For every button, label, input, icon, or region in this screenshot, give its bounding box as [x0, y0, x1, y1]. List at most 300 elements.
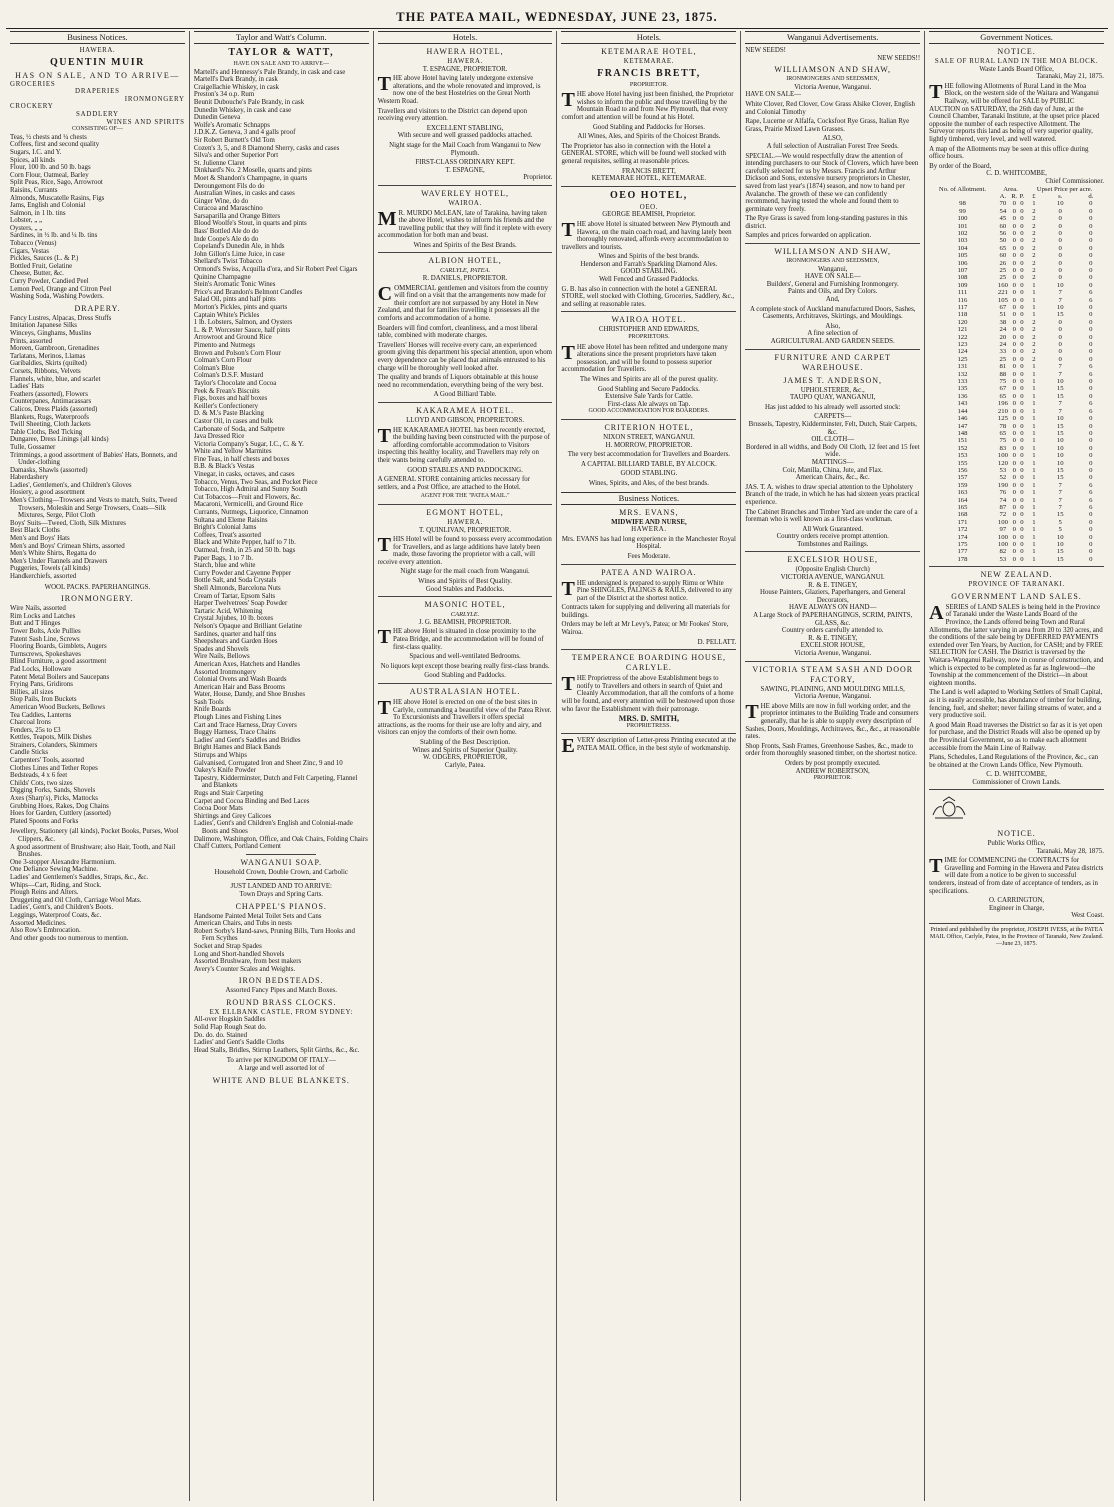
table-cell: 10: [1056, 533, 1064, 541]
list-item: Ladies', Gent's, and Children's Boots.: [10, 904, 114, 912]
list-item: Candle Sticks: [10, 749, 49, 757]
list-item: Also Row's Embrocation.: [10, 927, 81, 935]
list-item: Arrowroot and Ground Rice: [193, 334, 272, 342]
column-hotels-1: [374, 31, 558, 1501]
divider: [378, 504, 553, 505]
allotment-table: [929, 186, 1104, 564]
column-heading: Business Notices.: [10, 31, 185, 44]
ad-text: SPECIAL.—We would respectfully draw the attention of intending purchasers to our Stock of Clovers, which have been carefully selected for us by Messrs. Francis and Arthur Dickson and Sons, extensive nursery proprietors in Chester, saved from last year's (1874) season, and now to hand per Avalanche. The growth of these we can confidently recommend, having tested the whole and found them to germinate very freely.: [745, 152, 919, 213]
advertiser-address: Victoria Avenue, Wanganui.: [794, 83, 872, 91]
table-cell: 0: [1020, 341, 1024, 349]
arrive-text-2: A large and well assorted lot of: [238, 1065, 325, 1073]
advertiser-name: EXCELSIOR HOUSE,: [787, 555, 879, 565]
list-item: Oysters, „ „: [10, 224, 43, 232]
table-row: [929, 423, 1104, 430]
table-cell: 0: [1012, 200, 1016, 208]
table-cell: 0: [1020, 466, 1024, 474]
soap-text: Household Crown, Double Crown, and Carbolic: [214, 868, 348, 876]
advertiser-title: MIDWIFE AND NURSE,: [611, 518, 687, 526]
table-cell: 98: [959, 200, 966, 208]
hotel-text: Well Fenced and Grassed Paddocks.: [598, 276, 699, 284]
table-cell: 72: [999, 511, 1007, 519]
ad-text: Builders', General and Furnishing Ironmongery.: [766, 280, 899, 288]
list-item: Curry Powder and Cayenne Pepper: [193, 569, 292, 577]
divider: [378, 252, 553, 253]
table-cell: 75: [999, 437, 1007, 445]
list-item: Slop Pails, Iron Buckets: [10, 696, 77, 704]
hotel-proprietor: H. MORROW, PROPRIETOR.: [605, 441, 693, 449]
ad-text: Paints and Oils, and Dry Colors.: [788, 288, 878, 296]
table-row: [929, 215, 1104, 222]
hotel-text: Good Stables and Paddocks.: [425, 585, 505, 593]
list-item: Strainers, Colanders, Skimmers: [10, 741, 98, 749]
table-cell: 75: [999, 378, 1007, 386]
table-cell: 6: [1089, 407, 1093, 415]
hotel-body: THIS Hotel will be found to possess every accommodation for Travellers, and as large additions have lately been made, those favoring the proprietor with a call, will receive every attention.: [377, 534, 552, 566]
advertiser-name: WILLIAMSON AND SHAW,: [774, 65, 892, 75]
table-cell: 24: [999, 326, 1007, 334]
list-item: Prints, assorted: [10, 337, 53, 345]
list-item: Dinkhard's No. 2 Moselle, quarts and pints: [193, 167, 312, 175]
hotel-text: EXCELLENT STABLING,: [426, 124, 504, 132]
table-cell: 1: [1032, 511, 1036, 519]
category-item: GROCERIES: [10, 80, 56, 88]
table-cell: 0: [1089, 222, 1093, 230]
table-cell: 0: [1012, 363, 1016, 371]
list-item: Cheese, Butter, &c.: [10, 270, 64, 278]
hotel-body: MR. MURDO McLEAN, late of Tarakina, having taken the above Hotel, wishes to inform his friends and the travelling public that they will find it replete with every accommodation for both man and beast.: [377, 207, 552, 240]
list-item: Haberdashery: [10, 474, 49, 482]
divider: [745, 243, 920, 244]
ad-text: And,: [825, 296, 840, 304]
table-cell: 146: [957, 415, 968, 423]
list-item: Shellard's Twist Tobacco: [193, 258, 263, 266]
table-cell: 120: [997, 459, 1008, 467]
table-cell: 10: [1056, 437, 1064, 445]
notice-title: NOTICE.: [997, 829, 1036, 839]
table-cell: 60: [999, 252, 1007, 260]
divider: [929, 566, 1104, 567]
table-cell: 51: [999, 311, 1007, 319]
divider: [745, 349, 920, 350]
list-item: Pad Locks, Holloware: [10, 665, 72, 673]
table-cell: 102: [957, 229, 968, 237]
table-cell: 2: [1032, 326, 1036, 334]
table-cell: 0: [1012, 541, 1016, 548]
list-item: Lemon Peel, Orange and Citron Peel: [10, 285, 112, 293]
table-row: [929, 534, 1104, 541]
table-cell: 0: [1089, 244, 1093, 252]
list-item: Plough Lines and Fishing Lines: [193, 714, 282, 722]
table-cell: 0: [1012, 400, 1016, 408]
table-cell: 136: [957, 392, 968, 400]
table-cell: 0: [1058, 215, 1062, 223]
list-item: L. & P. Worcester Sauce, half pints: [193, 326, 291, 334]
list-item: Patent Metal Boilers and Saucepans: [10, 673, 110, 681]
hotel-text: Travellers and visitors to the District can depend upon receiving every attention.: [377, 107, 528, 123]
table-cell: 0: [1012, 533, 1016, 541]
table-cell: 0: [1020, 533, 1024, 541]
table-row: [929, 519, 1104, 526]
table-cell: 0: [1089, 474, 1093, 482]
ad-text: JAS. T. A. wishes to draw special attention to the Upholstery Branch of the trade, in which he has had sixteen years practical experience.: [745, 483, 920, 506]
list-item: Plough Reins and Alters.: [10, 889, 79, 897]
list-item: Pimento and Nutmegs: [193, 341, 256, 349]
table-cell: 160: [997, 281, 1008, 289]
list-item: Imitation Japanese Silks: [10, 322, 77, 330]
list-item: Jams, English and Colonial: [10, 202, 86, 210]
list-item: Billies, all sizes: [10, 688, 54, 696]
table-cell: 177: [957, 548, 968, 556]
divider: [561, 419, 736, 420]
table-cell: 0: [1089, 207, 1093, 215]
table-row: [929, 223, 1104, 230]
table-cell: 7: [1058, 370, 1062, 378]
table-row: [929, 548, 1104, 555]
list-item: Harper Twelvetrees' Soap Powder: [193, 600, 288, 608]
table-cell: 0: [1089, 452, 1093, 460]
table-cell: 1: [1032, 422, 1036, 430]
ad-body: THE Proprietress of the above Establishment begs to notify to Travellers and others in search of Quiet and Cleanly Accommodation, that all the comforts of a home will be found, and every attention will be bestowed upon those who favor the Establishment with their patronage.: [561, 673, 735, 713]
list-item: Sheepshears and Garden Hoes: [193, 638, 278, 646]
list-item: Bottled Fruit, Gelatine: [10, 262, 73, 270]
hotel-text: Travellers' Horses will receive every care, an experienced groom giving this department his special attention, upon whom every dependence can be placed that animals entrusted to his charge will be thoroughly well looked after.: [377, 341, 553, 372]
hotel-name: WAIROA HOTEL.: [611, 315, 687, 325]
table-cell: 1: [1032, 289, 1036, 297]
notice-date: Taranaki, May 21, 1875.: [1036, 73, 1104, 81]
hotel-text: With secure and well grassed paddocks attached.: [397, 132, 533, 140]
table-cell: 0: [1089, 215, 1093, 223]
hotel-text: A CAPITAL BILLIARD TABLE, BY ALCOCK.: [580, 460, 717, 468]
table-cell: 7: [1058, 503, 1062, 511]
table-unit-cell: A.: [999, 192, 1007, 200]
table-cell: 0: [1020, 415, 1024, 423]
ad-heading: FURNITURE AND CARPET WAREHOUSE.: [774, 352, 891, 372]
table-cell: 1: [1032, 437, 1036, 445]
hotel-place: CARLYLE, PATEA.: [439, 267, 491, 275]
blankets-heading: WHITE AND BLUE BLANKETS.: [212, 1075, 350, 1085]
list-item: Kettles, Teapots, Milk Dishes: [10, 734, 92, 742]
ad-body: THE above Mills are now in full working order, and the proprietor intimates to the Building Trade and consumers generally, that he is able to supply every description of Sashes, Doors, Mouldings, Architraves, &c., &c., at reasonable rates.: [745, 700, 920, 741]
notice-text: By order of the Board,: [929, 162, 992, 170]
table-header-cell: Upset Price per acre.: [1036, 185, 1093, 193]
table-cell: 106: [957, 259, 968, 267]
landed-heading: JUST LANDED AND TO ARRIVE:: [230, 883, 332, 891]
table-cell: 0: [1012, 407, 1016, 415]
hotel-text: No liquors kept except those bearing really first-class brands.: [380, 662, 550, 670]
table-cell: 0: [1020, 429, 1024, 437]
table-cell: 1: [1032, 378, 1036, 386]
table-cell: 2: [1032, 274, 1036, 282]
list-item: Assorted Brushware, from best makers: [193, 958, 302, 966]
table-row: [929, 482, 1104, 489]
hotel-signature: T. ESPAGNE,: [445, 166, 485, 174]
list-item: Martell's and Hennessy's Pale Brandy, in cask and case: [193, 68, 346, 76]
table-cell: 1: [1032, 363, 1036, 371]
hotel-place: CARLYLE.: [450, 611, 480, 619]
category-item: SADDLERY: [76, 110, 119, 118]
table-cell: 10: [1056, 378, 1064, 386]
table-cell: 1: [1032, 311, 1036, 319]
list-item: Childs' Cots, two sizes: [10, 779, 73, 787]
ad-signature: ANDREW ROBERTSON,: [795, 767, 870, 775]
list-item: Oakey's Knife Powder: [193, 767, 256, 775]
table-cell: 0: [1020, 348, 1024, 356]
table-cell: 0: [1020, 541, 1024, 548]
list-item: Tobacco (Venus): [10, 240, 57, 248]
table-cell: 1: [1032, 304, 1036, 311]
list-item: Feathers (assorted), Flowers: [10, 390, 88, 398]
table-row: [929, 356, 1104, 363]
list-item: 1 lb. Lobsters, Salmon, and Oysters: [193, 319, 293, 327]
hotel-signature: KETEMARAE HOTEL, KETEMARAE.: [591, 175, 707, 183]
table-cell: 0: [1012, 289, 1016, 297]
table-cell: 1: [1032, 466, 1036, 474]
hotel-text: Henderson and Farrah's Sparkling Diamond Ales.: [580, 260, 718, 268]
ad-intro: HAVE ON SALE AND TO ARRIVE—: [233, 61, 329, 67]
table-row: [929, 415, 1104, 422]
table-cell: 0: [1089, 318, 1093, 326]
advertiser-name: MRS. EVANS,: [619, 507, 679, 517]
table-cell: 0: [1089, 259, 1093, 267]
list-item: Almonds, Muscatelle Rasins, Figs: [10, 194, 105, 202]
hotel-proprietor: R. DANIELS, PROPRIETOR.: [422, 275, 508, 283]
ad-text: Also,: [825, 322, 841, 330]
table-cell: 0: [1020, 207, 1024, 215]
list-item: J.D.K.Z. Geneva, 3 and 4 galls proof: [193, 129, 296, 137]
table-cell: 107: [957, 266, 968, 274]
table-cell: 100: [997, 452, 1008, 460]
hotel-name: KAKARAMEA HOTEL.: [416, 405, 514, 415]
table-header-cell: No. of Allotment.: [938, 185, 987, 193]
ad-text: A fine selection of: [807, 330, 859, 338]
soap-heading: WANGANUI SOAP.: [240, 857, 323, 867]
table-cell: 7: [1058, 496, 1062, 504]
divider: [745, 661, 920, 662]
advertiser-name: QUENTIN MUIR: [49, 56, 145, 68]
list-item: Table Cloths, Bed Ticking: [10, 428, 83, 436]
table-cell: 0: [1012, 266, 1016, 274]
list-item: Captain White's Pickles: [193, 311, 260, 319]
hotel-text: Spacious and well-ventilated Bedrooms.: [409, 653, 521, 661]
hotel-name: ALBION HOTEL,: [428, 256, 502, 266]
hotel-name: WAVERLEY HOTEL,: [421, 188, 510, 198]
list-item: Galvanised, Corrugated Iron and Sheet Zinc, 9 and 10: [193, 759, 343, 767]
table-cell: 1: [1032, 481, 1036, 489]
table-cell: 15: [1056, 422, 1064, 430]
divider: [246, 854, 316, 855]
table-cell: 0: [1020, 289, 1024, 297]
ad-subheading: SAWING, PLAINING, AND MOULDING MILLS,: [760, 685, 905, 693]
ad-text: HAVE ALWAYS ON HAND—: [789, 604, 877, 612]
table-cell: 15: [1056, 392, 1064, 400]
table-row: [929, 267, 1104, 274]
table-cell: 38: [999, 318, 1007, 326]
table-cell: 0: [1012, 311, 1016, 319]
column-heading: Government Notices.: [929, 31, 1104, 44]
ad-text: All Work Guaranteed.: [802, 525, 864, 533]
ad-text: The Cabinet Branches and Timber Yard are under the care of a foreman who is well known as a first-class workman.: [745, 508, 918, 524]
table-cell: 0: [1012, 452, 1016, 460]
table-cell: 67: [999, 304, 1007, 311]
list-item: Butt and T Hinges: [10, 620, 61, 628]
list-item: Bright's Colonial Jams: [193, 524, 257, 532]
table-cell: 88: [999, 370, 1007, 378]
list-item: Clothes Lines and Tether Ropes: [10, 764, 98, 772]
list-item: Stirrups and Whips: [193, 752, 247, 760]
table-cell: 0: [1089, 526, 1093, 534]
table-cell: 118: [957, 311, 968, 319]
table-cell: 6: [1089, 481, 1093, 489]
table-cell: 10: [1056, 541, 1064, 548]
table-cell: 168: [957, 511, 968, 519]
table-cell: 0: [1012, 244, 1016, 252]
ad-body: THE undersigned is prepared to supply Rimu or White Pine SHINGLES, PALINGS & RAILS, delivered to any part of the District at the shortest notice.: [561, 577, 733, 602]
table-cell: 0: [1020, 385, 1024, 393]
table-unit-cell: [929, 193, 996, 200]
list-item: John Gillon's Lime Juice, in case: [193, 250, 285, 258]
table-row: [929, 526, 1104, 533]
hotel-text: FIRST-CLASS ORDINARY KEPT.: [415, 159, 515, 167]
table-cell: 0: [1058, 222, 1062, 230]
table-cell: 1: [1032, 281, 1036, 289]
table-cell: 143: [957, 400, 968, 408]
list-item: Puggeries, Towels (all kinds): [10, 565, 91, 573]
table-cell: 2: [1032, 266, 1036, 274]
ad-signature: PROPRIETOR.: [813, 775, 852, 782]
list-item: Peek & Frean's Biscuits: [193, 387, 260, 395]
advertiser-proprietor: R. & E. TINGEY,: [808, 581, 858, 589]
table-cell: 0: [1020, 518, 1024, 526]
list-item: American Hair and Bass Brooms: [193, 683, 285, 691]
table-cell: 0: [1012, 274, 1016, 282]
table-cell: 0: [1012, 481, 1016, 489]
list-item: Damasks, Shawls (assorted): [10, 466, 88, 474]
table-cell: 0: [1020, 215, 1024, 223]
table-row: [929, 452, 1104, 459]
table-cell: 0: [1012, 474, 1016, 482]
table-cell: 0: [1089, 304, 1093, 311]
table-cell: 103: [957, 237, 968, 245]
table-cell: 1: [1032, 548, 1036, 556]
table-cell: 0: [1012, 437, 1016, 445]
table-cell: 45: [999, 215, 1007, 223]
table-cell: 104: [957, 244, 968, 252]
table-cell: 70: [999, 200, 1007, 208]
table-cell: 0: [1089, 429, 1093, 437]
table-cell: 0: [1058, 348, 1062, 356]
table-row: [929, 400, 1104, 407]
ad-text: A complete stock of Auckland manufactured Doors, Sashes, Casements, Architraves, Skirtings, and Mouldings.: [749, 305, 916, 321]
table-cell: 0: [1020, 474, 1024, 482]
ad-text: American Chairs, &c., &c.: [795, 474, 870, 482]
table-cell: 15: [1056, 474, 1064, 482]
table-cell: 0: [1012, 215, 1016, 223]
table-row: [929, 297, 1104, 304]
hotel-text: The Proprietor has also in connection with the Hotel a GENERAL STORE, which will be found well stocked with general requisites, selling at reasonable prices.: [561, 142, 726, 165]
table-cell: 15: [1056, 311, 1064, 319]
table-cell: 0: [1020, 489, 1024, 497]
list-item: Boys' Suits—Tweed, Cloth, Silk Mixtures: [10, 519, 126, 527]
table-cell: 151: [957, 437, 968, 445]
table-cell: 2: [1032, 207, 1036, 215]
advertiser-name: TAYLOR & WATT,: [228, 47, 335, 58]
table-cell: 0: [1089, 341, 1093, 349]
table-cell: 0: [1020, 311, 1024, 319]
list-item: Preston's 34 o.p. Rum: [193, 91, 255, 99]
notice-signature: Commissioner of Crown Lands.: [972, 778, 1061, 786]
list-item: Fancy Lustres, Alpacas, Dress Stuffs: [10, 314, 112, 322]
hotel-text: G. B. has also in connection with the hotel a GENERAL STORE, well stocked with Clothing, Groceries, Saddlery, &c., and selling at reasonable rates.: [561, 285, 735, 308]
table-unit-cell: R.: [1011, 192, 1018, 200]
hotel-body: COMMERCIAL gentlemen and visitors from the country will find on a visit that the arrangements now made for their comfort are not surpassed by any Hotel in New Zealand, and that for families travelling it possesses all the comforts and accommodation of a home.: [377, 282, 549, 323]
list-item: Silva's and other Superior Port: [193, 152, 279, 160]
hotel-text: First-class Ale always on Tap.: [607, 400, 691, 408]
table-cell: 1: [1032, 496, 1036, 504]
list-item: Fenders, 25s to £3: [10, 726, 61, 734]
table-cell: 6: [1089, 503, 1093, 511]
hotel-text: Good Stabling and Secure Paddocks.: [597, 385, 700, 393]
table-cell: 50: [999, 237, 1007, 245]
hotel-name: EGMONT HOTEL,: [426, 507, 504, 517]
hotel-signature: FRANCIS BRETT,: [621, 167, 676, 175]
table-cell: 0: [1012, 318, 1016, 326]
table-cell: 0: [1012, 422, 1016, 430]
table-cell: 165: [957, 503, 968, 511]
list-item: Spices, all kinds: [10, 156, 55, 164]
table-cell: 0: [1012, 281, 1016, 289]
list-item: Salad Oil, pints and half pints: [193, 296, 276, 304]
notice-title: GOVERNMENT LAND SALES.: [951, 591, 1082, 601]
list-item: Whips—Cart, Riding, and Stock.: [10, 881, 102, 889]
list-item: Leggings, Waterproof Coats, &c.: [10, 911, 102, 919]
list-item: Men's Under Flannels and Drawers: [10, 557, 108, 565]
table-cell: 0: [1058, 259, 1062, 267]
table-cell: 0: [1020, 229, 1024, 237]
list-item: Wire Nails, Bellows: [193, 653, 250, 661]
table-cell: 2: [1032, 355, 1036, 363]
table-cell: 20: [999, 333, 1007, 341]
table-cell: 0: [1012, 496, 1016, 504]
table-cell: 0: [1089, 326, 1093, 334]
list-item: Assorted Ironmongery: [193, 668, 257, 676]
hotel-proprietor: LLOYD AND GIBSON, PROPRIETORS.: [406, 416, 525, 424]
hotel-text: A Good Billiard Table.: [433, 391, 497, 399]
list-item: Tulle, Gossamer: [10, 443, 56, 451]
table-cell: 0: [1058, 326, 1062, 334]
table-cell: 196: [997, 400, 1008, 408]
notice-office: Waste Lands Board Office,: [979, 65, 1054, 73]
table-cell: 0: [1020, 555, 1024, 563]
ad-text: Country orders carefully attended to.: [781, 627, 884, 635]
table-row: [929, 556, 1104, 563]
list-item: Coffees, Treat's assorted: [193, 531, 261, 539]
ad-signature: MRS. D. SMITH,: [618, 714, 680, 724]
table-cell: 117: [957, 304, 968, 311]
list-item: Victoria Company's Sugar, I.C., C. & Y.: [193, 440, 304, 448]
table-cell: 164: [957, 496, 968, 504]
consisting-label: CONSISTING OF—: [71, 126, 123, 133]
table-unit-cell: P.: [1019, 192, 1025, 200]
castle-heading: EX ELLBANK CASTLE, FROM SYDNEY:: [209, 1008, 353, 1016]
table-cell: 15: [1056, 548, 1064, 556]
table-cell: 0: [1089, 541, 1093, 548]
list-item: Socket and Strap Spades: [193, 942, 262, 950]
hotel-text: Wines, Spirits, and Ales, of the best brands.: [588, 479, 709, 487]
list-item: Curacoa and Maraschino: [193, 205, 263, 213]
table-cell: 132: [957, 370, 968, 378]
table-cell: 0: [1012, 489, 1016, 497]
